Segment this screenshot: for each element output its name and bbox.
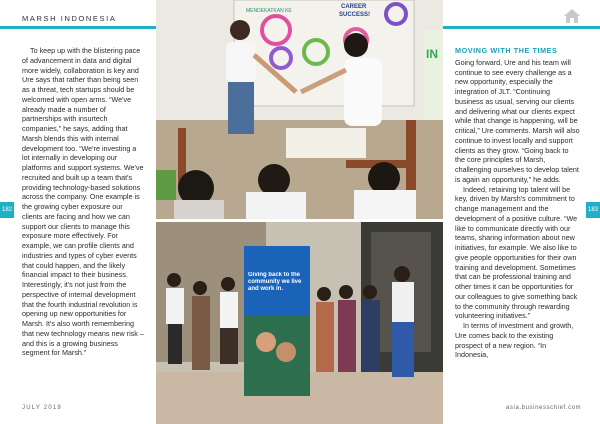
right-text-column <box>455 46 580 360</box>
section-subhead: MOVING WITH THE TIMES <box>455 46 558 55</box>
photo-career-event <box>156 0 443 219</box>
body-paragraph: Indeed, retaining top talent will be key, driven by Marsh's commitment to change management and the development of a positive culture. “We like to communicate directly with our teams, sharing information about new initiatives, for example. We also like to give people opportunities for their own training and development. Sometimes that can be professional training and other times it can be opportunities for our colleagues to give something back to the community through rewarding volunteering initiatives.” <box>455 184 578 321</box>
running-head: MARSH INDONESIA <box>22 14 117 23</box>
body-paragraph: Going forward, Ure and his team will continue to see every challenge as a new opportunity, especially the integration of JLT. “Continuing business as usual, serving our clients and delivering what our clients expect while that change is happening, will be critical,” Ure comments. Marsh will also continue to invest locally and support clients as they grow. “Going back to the core principles of Marsh, challenging ourselves to develop talent is again an opportunity,” he adds. <box>455 57 580 184</box>
page-number-right: 183 <box>586 202 600 218</box>
photo-volunteer-group <box>156 222 443 424</box>
page-number-left: 182 <box>0 202 14 218</box>
body-paragraph: To keep up with the blistering pace of advancement in data and digital more widely, collaboration is key and Ure says that rather than being seen as a threat, tech startups should be welcomed with open arms. “We've already made a number of partnerships with insurtech companies,” he says, adding that Marsh blends this with internal development too. “We're investing a lot internally in developing our platforms and support systems. We've recruited and built up a team that's providing technology-based solutions across the company. One example is the growing cyber exposure our clients are facing and how we can support our clients to manage this exposure more effectively. For example, we can profile clients and industries and types of cyber events that could happen, and the likely financial impact to their business. Interestingly, it's not just from the perspective of internal development that the fourth industrial revolution is opening up new opportunities for Marsh. It's also worth remembering that new technology means new risk – and this is a growing business segment for Marsh.” <box>22 46 144 358</box>
footer-url[interactable]: asia.businesschief.com <box>506 405 582 411</box>
home-icon[interactable] <box>563 8 581 24</box>
poster-banner-text: MENDEKATKAN KE <box>246 8 292 14</box>
wall-letters: IN <box>426 47 438 61</box>
banner-slogan: Giving back to the community we live and work in. <box>248 272 302 292</box>
poster-career-text: CAREER <box>341 4 367 10</box>
banner-logo: MARSH <box>248 249 263 254</box>
body-paragraph: In terms of investment and growth, Ure comes back to the existing prospect of a new region. “In Indonesia, <box>455 321 574 360</box>
poster-success-text: SUCCESS! <box>339 12 371 18</box>
footer-date: JULY 2019 <box>22 405 62 411</box>
left-text-column <box>22 46 144 358</box>
